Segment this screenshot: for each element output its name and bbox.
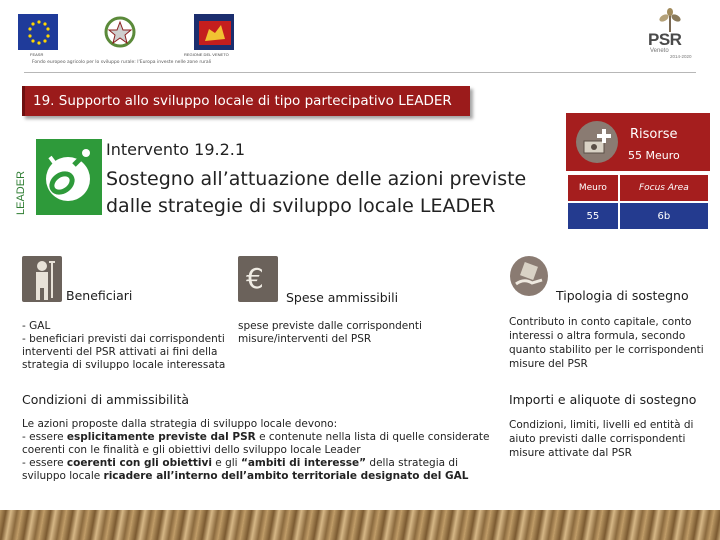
risorse-panel bbox=[566, 113, 710, 231]
farmer-icon bbox=[22, 256, 62, 302]
table-header-focus-area: Focus Area bbox=[620, 175, 708, 201]
region-label: REGIONE DEL VENETO bbox=[184, 52, 229, 57]
beneficiari-line: - GAL bbox=[22, 320, 51, 332]
table-value-meuro: 55 bbox=[568, 203, 618, 229]
eu-label: FEASR bbox=[30, 52, 44, 57]
beneficiari-text bbox=[22, 320, 236, 372]
tipologia-title: Tipologia di sostegno bbox=[556, 288, 689, 303]
table-header-meuro: Meuro bbox=[568, 175, 618, 201]
leader-logo-icon bbox=[16, 135, 106, 225]
beneficiari-title: Beneficiari bbox=[66, 288, 133, 303]
italy-emblem-icon bbox=[100, 14, 140, 50]
condizioni-text bbox=[22, 418, 498, 483]
eu-flag-icon bbox=[18, 14, 58, 50]
measure-title: 19. Supporto allo sviluppo locale di tipo partecipativo LEADER bbox=[33, 93, 452, 109]
psr-name: PSR bbox=[648, 30, 682, 49]
measure-title-bar bbox=[22, 86, 470, 116]
condizioni-intro: Le azioni proposte dalla strategia di sviluppo locale devono: bbox=[22, 418, 338, 430]
beneficiari-line: - beneficiari previsti dai corrispondenti interventi del PSR attivati ai fini della strategia di sviluppo locale interessata bbox=[22, 333, 226, 371]
condizioni-line: - essere coerenti con gli obiettivi e gli “ambiti di interesse” della strategia di sviluppo locale ricadere all’interno dell’ambito territoriale designato del GAL bbox=[22, 457, 469, 482]
spese-text: spese previste dalle corrispondenti misure/interventi del PSR bbox=[238, 320, 422, 345]
leader-logo-text: LEADER bbox=[16, 170, 27, 215]
money-plus-icon bbox=[576, 121, 618, 163]
spese-title: Spese ammissibili bbox=[286, 290, 399, 305]
risorse-amount: 55 Meuro bbox=[628, 149, 680, 162]
table-value-focus-area: 6b bbox=[620, 203, 708, 229]
risorse-header bbox=[566, 113, 710, 171]
svg-text:€: € bbox=[246, 262, 264, 295]
hand-coin-icon bbox=[510, 256, 548, 296]
logos-caption: Fondo europeo agricolo per lo sviluppo rurale: l'Europa investe nelle zone rurali bbox=[32, 60, 212, 65]
risorse-title: Risorse bbox=[630, 127, 678, 142]
psr-period: 2014-2020 bbox=[670, 54, 692, 59]
wheat-footer-image bbox=[0, 510, 720, 540]
intervento-description: Sostegno all’attuazione delle azioni previste dalle strategie di sviluppo locale LEADER bbox=[106, 168, 527, 217]
veneto-lion-icon bbox=[194, 14, 234, 50]
psr-region: Veneto bbox=[650, 48, 669, 54]
header-divider bbox=[24, 72, 696, 73]
partner-logos bbox=[12, 12, 242, 65]
condizioni-line: - essere esplicitamente previste dal PSR e contenute nella lista di quelle considerate coerenti con le finalità e gli obiettivi dello sviluppo locale Leader bbox=[22, 431, 490, 456]
intervento-label: Intervento 19.2.1 bbox=[106, 140, 246, 159]
euro-icon bbox=[238, 256, 278, 302]
condizioni-title: Condizioni di ammissibilità bbox=[22, 392, 190, 407]
risorse-table bbox=[566, 173, 710, 231]
psr-logo bbox=[642, 8, 698, 60]
importi-text: Condizioni, limiti, livelli ed entità di aiuto previsti dalle corrispondenti misure attivate dal PSR bbox=[509, 419, 694, 459]
importi-title: Importi e aliquote di sostegno bbox=[509, 392, 697, 407]
tipologia-text: Contributo in conto capitale, conto interessi o altra formula, secondo quanto stabilito per le corrispondenti misure del PSR bbox=[509, 316, 704, 370]
